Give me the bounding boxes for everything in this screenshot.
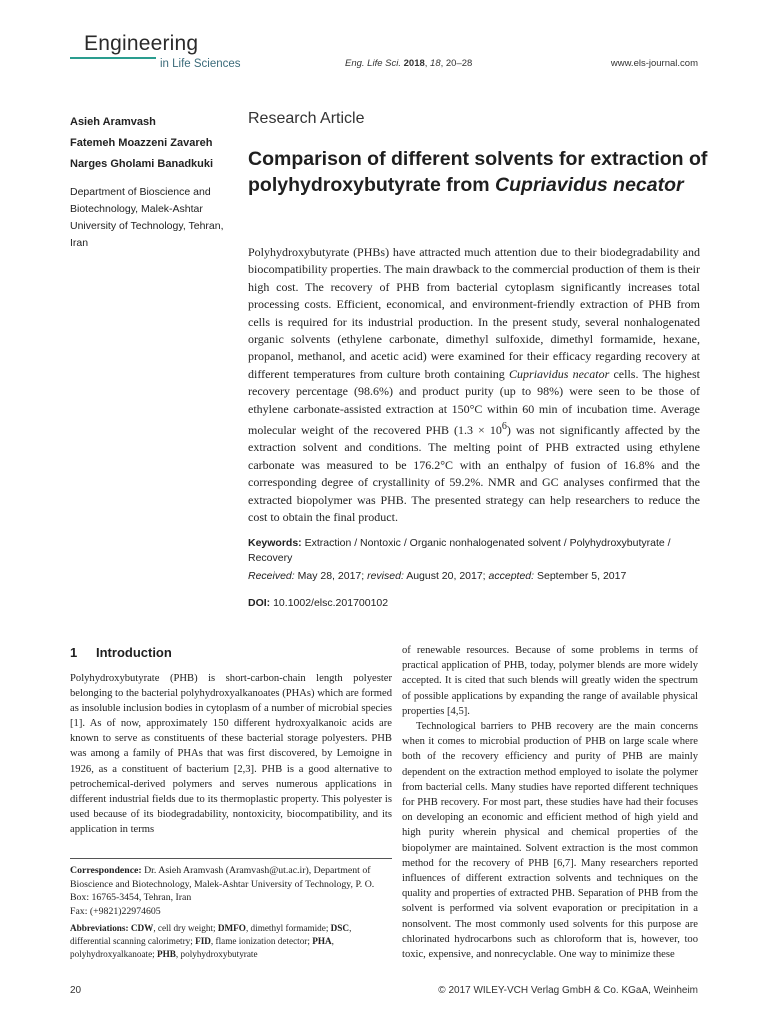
footnote-rule xyxy=(70,858,392,859)
abbr-def: , differential scanning calorimetry; xyxy=(70,923,352,946)
revised-date: August 20, 2017; xyxy=(406,570,486,582)
doi-link[interactable]: 10.1002/elsc.201700102 xyxy=(273,597,389,609)
paragraph: of renewable resources. Because of some problems in terms of practical application of PHB, today, polymer blends are more widely accepted. It is cited that such blends will greatly widen the spectrum of possible applications by expanding the range of available physical properties [4,5]. xyxy=(402,645,698,717)
abbr-term: DSC xyxy=(330,923,350,933)
paragraph: Technological barriers to PHB recovery are the main concerns when it comes to microbial production of PHB on large scale where both of the recovery efficiency and purity of PHB are mainly dependent on the extraction method employed to isolate the polymer from bacterial cells. Many studies have reported different techniques for PHB recovery. For most part, these studies have had their focuses on developing an economic and efficient method of high yield and high purity wherein physical and chemical properties of the biopolymer are maintained. Solvent extraction is the most common method for the recovery of PHB [6,7]. Many researchers reported influences of different extraction solvents and techniques on the quality and properties of extracted PHB. Separation of PHB from the solvent is performed via solvent evaporation or precipitation in a nonsolvent. The most commonly used solvents for this purpose are chlorinated hydrocarbons such as chloroform that is, however, too toxic, expensive, and nonrecyclable. One way to minimize these xyxy=(402,721,698,961)
section-title: Introduction xyxy=(96,645,172,660)
doi xyxy=(248,597,700,609)
abbr-term: FID xyxy=(195,936,211,946)
abstract-part3: ) was not significantly affected by the extraction solvent and conditions. The melting point of PHB extracted using ethylene carbonate was measured to be 176.2°C with an enthalpy of fusion of 16.8% and the corresponding degree of crystallinity of 59.2%. NMR and GC analyses confirmed that the extracted biopolymer was PHB. The presented strategy can help researchers to reduce the cost to obtain the final product. xyxy=(248,423,700,525)
title-species: Cupriavidus necator xyxy=(495,174,684,196)
journal-logo-subtitle: in Life Sciences xyxy=(160,58,241,70)
correspondence-fax: Fax: (+9821)22974605 xyxy=(70,905,161,917)
abstract-exponent: 6 xyxy=(501,421,507,433)
keywords-text: Extraction / Nontoxic / Organic nonhalogenated solvent / Polyhydroxybutyrate / Recovery xyxy=(248,537,671,564)
abstract-part2: cells. The highest recovery percentage (98.6%) and product purity (up to 98%) were seen to be those of ethylene carbonate-assisted extraction at 150°C within 60 min of incubation time. Average molecular weight of the recovered PHB (1.3 × 10 xyxy=(248,366,701,438)
accepted-label: accepted: xyxy=(488,570,535,582)
abbr-def: , dimethyl formamide; xyxy=(245,923,331,933)
logo-rule xyxy=(70,57,156,59)
copyright-notice: © 2017 WILEY-VCH Verlag GmbH & Co. KGaA, Weinheim xyxy=(438,985,698,996)
revised-label: revised: xyxy=(367,570,404,582)
page-number: 20 xyxy=(70,985,82,996)
abstract xyxy=(248,244,700,527)
keywords-label: Keywords: xyxy=(248,537,302,549)
article-type: Research Article xyxy=(248,110,365,127)
journal-volume: 18 xyxy=(430,58,441,69)
abstract-part1: Polyhydroxybutyrate (PHBs) have attracted much attention due to their biodegradability and biocompatibility properties. The main drawback to the commercial production of them is their high cost. The recovery of PHB from bacterial cytoplasm significantly increases total processing costs. Efficient, economical, and environment-friendly extraction of PHB from cells is required for its industrial production. In the present study, several nonhalogenated organic solvents (ethylene carbonate, dimethyl sulfoxide, dimethyl formamide, hexane, propanol, methanol, and acetic acid) were examined for their efficacy regarding recovery at different temperatures from culture broth containing xyxy=(248,245,700,381)
intro-left-column: Polyhydroxybutyrate (PHB) is short-carbon-chain length polyester belonging to the bacterial polyhydroxyalkanoates (PHAs) which are formed as insoluble inclusion bodies in cytoplasm of a number of microbial species [1]. As of now, approximately 150 different hydroxyalkanoic acids are known to serve as constituents of these bacterial storage polyesters. PHB was among a family of PHAs that was first discovered, by Lemoigne in 1926, as a constituent of bacterium [2,3]. PHB is a good alternative to petrochemical-derived polymers and serves numerous applications in different industrial fields due to its thermoplastic property. This polyester is used because of its biodegradability, nontoxicity, biocompatibility, and its application in terms xyxy=(70,673,392,835)
correspondence-label: Correspondence: xyxy=(70,865,142,876)
abstract-species: Cupriavidus necator xyxy=(509,366,610,381)
received-date: May 28, 2017; xyxy=(297,570,365,582)
article-dates xyxy=(248,570,700,582)
accepted-date: September 5, 2017 xyxy=(537,570,627,582)
title-main: Comparison of different solvents for extraction of polyhydroxybutyrate from xyxy=(248,148,708,196)
received-label: Received: xyxy=(248,570,295,582)
doi-label: DOI: xyxy=(248,597,271,609)
intro-right-column xyxy=(402,643,698,962)
abbr-term: PHB xyxy=(157,949,176,959)
abbr-term: DMFO xyxy=(217,923,246,933)
correspondence-text: Dr. Asieh Aramvash (Aramvash@ut.ac.ir), Department of Bioscience and Biotechnology, Malek-Ashtar University of Technology, P. O. Box: 16765-3454, Tehran, Iran xyxy=(70,865,375,904)
keywords xyxy=(248,536,700,566)
abbr-def: , polyhydroxyalkanoate; xyxy=(70,936,334,959)
abbr-def: , flame ionization detector; xyxy=(210,936,313,946)
journal-name: Eng. Life Sci. xyxy=(345,58,401,69)
correspondence xyxy=(70,864,392,918)
abbr-def: , cell dry weight; xyxy=(153,923,218,933)
journal-citation: Eng. Life Sci. 2018, 18, 20–28 xyxy=(345,58,473,69)
abbr-term: CDW xyxy=(130,923,154,933)
abbr-def: , polyhydroxybutyrate xyxy=(175,949,258,959)
article-title xyxy=(248,146,708,198)
author-affiliation: Department of Bioscience and Biotechnology, Malek-Ashtar University of Technology, Tehran, Iran xyxy=(70,186,224,249)
journal-pages: , 20–28 xyxy=(440,58,473,69)
journal-logo-title: Engineering xyxy=(84,32,199,55)
author-name: Narges Gholami Banadkuki xyxy=(70,158,214,170)
section-heading xyxy=(70,645,172,660)
journal-url[interactable]: www.els-journal.com xyxy=(610,58,698,69)
author-list xyxy=(70,112,240,175)
journal-year: 2018 xyxy=(403,58,425,69)
author-name: Asieh Aramvash xyxy=(70,116,156,128)
abbreviations xyxy=(70,922,392,961)
abbreviations-label: Abbreviations: xyxy=(70,923,129,933)
section-number: 1 xyxy=(70,645,78,660)
abbr-term: PHA xyxy=(312,936,332,946)
author-name: Fatemeh Moazzeni Zavareh xyxy=(70,137,213,149)
